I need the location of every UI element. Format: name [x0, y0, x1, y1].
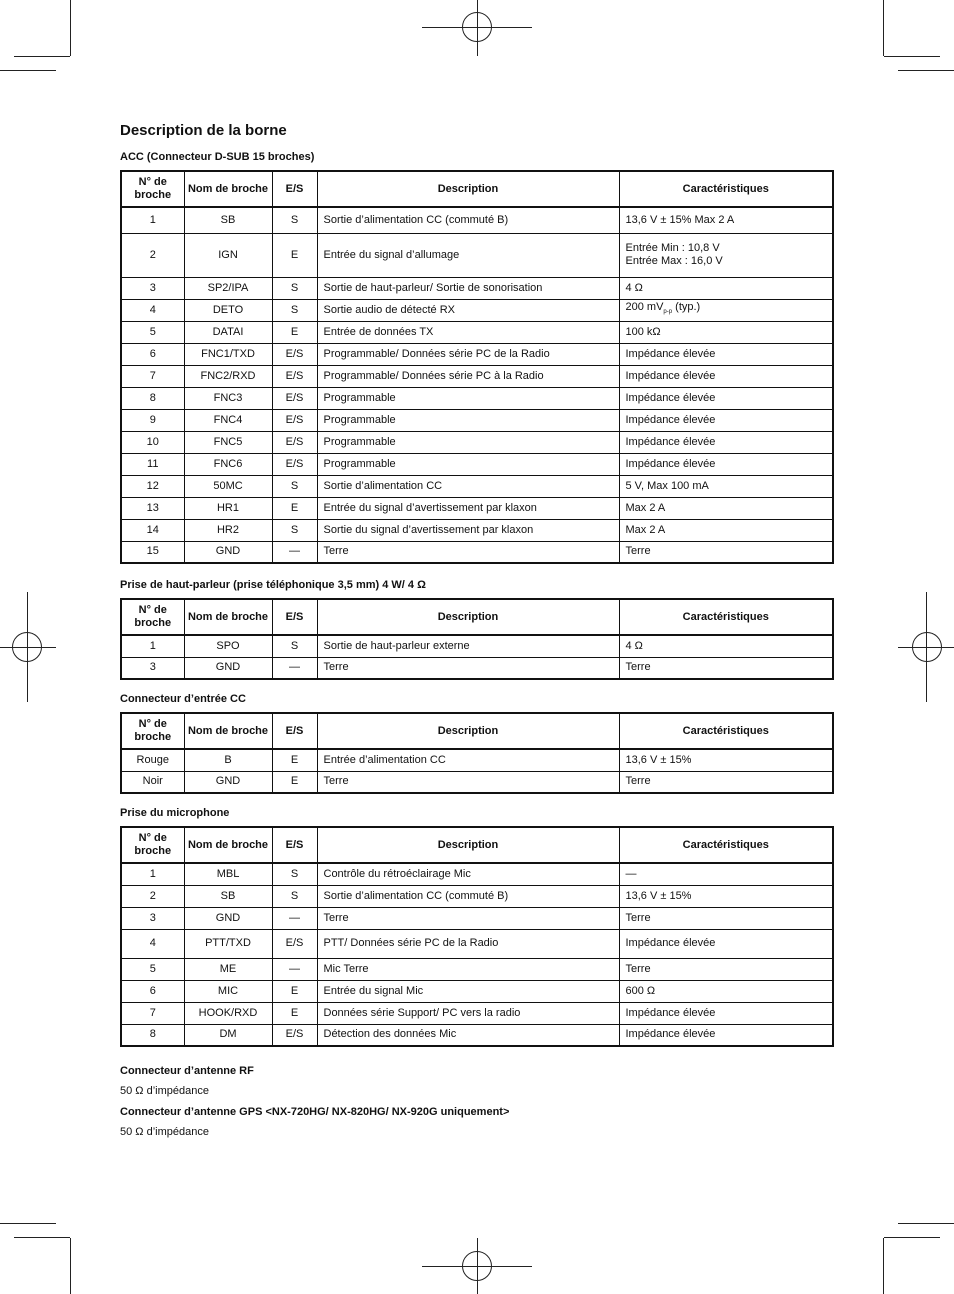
cell-pin-number: 4	[121, 929, 184, 958]
cell-pin-name: SB	[184, 207, 272, 233]
table-header-row	[121, 171, 833, 207]
cell-description: Terre	[317, 771, 619, 793]
acc-caption: ACC (Connecteur D-SUB 15 broches)	[120, 151, 315, 163]
cell-io: S	[272, 635, 317, 657]
cell-pin-name: FNC6	[184, 453, 272, 475]
table-row	[121, 409, 833, 431]
cell-description: Entrée de données TX	[317, 321, 619, 343]
cell-characteristics: 4 Ω	[619, 635, 833, 657]
cell-description: Sortie d’alimentation CC (commuté B)	[317, 885, 619, 907]
acc-table	[120, 170, 834, 564]
table-row	[121, 387, 833, 409]
header-characteristics: Caractéristiques	[619, 599, 833, 635]
cell-description: Sortie de haut-parleur externe	[317, 635, 619, 657]
cell-pin-number: 14	[121, 519, 184, 541]
table-row	[121, 321, 833, 343]
cell-characteristics: Impédance élevée	[619, 431, 833, 453]
table-row	[121, 207, 833, 233]
cell-pin-number: 1	[121, 635, 184, 657]
cell-io: S	[272, 207, 317, 233]
cell-description: Sortie de haut-parleur/ Sortie de sonorisation	[317, 277, 619, 299]
cell-characteristics: Impédance élevée	[619, 929, 833, 958]
cell-pin-number: 8	[121, 387, 184, 409]
cell-description: Entrée d’alimentation CC	[317, 749, 619, 771]
cell-pin-name: IGN	[184, 233, 272, 277]
cell-pin-number: 12	[121, 475, 184, 497]
header-characteristics: Caractéristiques	[619, 171, 833, 207]
mic-caption: Prise du microphone	[120, 807, 230, 819]
cell-io: S	[272, 299, 317, 321]
cell-characteristics: Entrée Min : 10,8 V Entrée Max : 16,0 V	[619, 233, 833, 277]
cell-pin-name: GND	[184, 541, 272, 563]
header-pin-name: Nom de broche	[184, 713, 272, 749]
cell-io: E/S	[272, 387, 317, 409]
cell-description: Programmable	[317, 431, 619, 453]
cell-characteristics: 13,6 V ± 15% Max 2 A	[619, 207, 833, 233]
cell-characteristics: Max 2 A	[619, 519, 833, 541]
cell-description: Programmable	[317, 453, 619, 475]
cell-pin-number: 9	[121, 409, 184, 431]
cell-pin-number: 15	[121, 541, 184, 563]
cell-io: S	[272, 475, 317, 497]
header-characteristics: Caractéristiques	[619, 827, 833, 863]
cell-io: —	[272, 907, 317, 929]
header-pin-number: N° de broche	[121, 171, 184, 207]
cell-pin-name: 50MC	[184, 475, 272, 497]
cell-characteristics: 5 V, Max 100 mA	[619, 475, 833, 497]
cell-io: E	[272, 233, 317, 277]
cell-description: Entrée du signal Mic	[317, 980, 619, 1002]
cell-pin-name: FNC2/RXD	[184, 365, 272, 387]
cell-description: Détection des données Mic	[317, 1024, 619, 1046]
cell-pin-number: 11	[121, 453, 184, 475]
cell-pin-number: 13	[121, 497, 184, 519]
cell-characteristics: Terre	[619, 907, 833, 929]
cell-pin-number: 5	[121, 321, 184, 343]
header-pin-name: Nom de broche	[184, 599, 272, 635]
table-row	[121, 475, 833, 497]
cell-io: E/S	[272, 929, 317, 958]
cell-pin-number: 5	[121, 958, 184, 980]
table-row	[121, 958, 833, 980]
cell-description: Terre	[317, 657, 619, 679]
cell-pin-number: 3	[121, 657, 184, 679]
cell-pin-number: 6	[121, 343, 184, 365]
cell-description: Mic Terre	[317, 958, 619, 980]
cell-characteristics: Terre	[619, 958, 833, 980]
cell-characteristics: 200 $mV_{p-p}$ (typ.)	[619, 299, 833, 321]
header-pin-name: Nom de broche	[184, 171, 272, 207]
table-header-row	[121, 713, 833, 749]
table-row	[121, 885, 833, 907]
cell-pin-number: Rouge	[121, 749, 184, 771]
table-row	[121, 431, 833, 453]
table-row	[121, 771, 833, 793]
cell-io: S	[272, 885, 317, 907]
cell-io: E/S	[272, 431, 317, 453]
cell-pin-number: 2	[121, 885, 184, 907]
cell-characteristics: 100 kΩ	[619, 321, 833, 343]
table-row	[121, 233, 833, 277]
cell-pin-name: DETO	[184, 299, 272, 321]
header-pin-number: N° de broche	[121, 713, 184, 749]
cell-io: —	[272, 958, 317, 980]
section-title: Description de la borne	[120, 122, 287, 139]
cell-io: S	[272, 277, 317, 299]
cell-description: Entrée du signal d’allumage	[317, 233, 619, 277]
table-row	[121, 907, 833, 929]
cell-characteristics: Impédance élevée	[619, 453, 833, 475]
cell-characteristics: 13,6 V ± 15%	[619, 885, 833, 907]
cell-description: Contrôle du rétroéclairage Mic	[317, 863, 619, 885]
cell-description: Programmable	[317, 409, 619, 431]
cell-pin-number: 3	[121, 907, 184, 929]
cell-description: Programmable	[317, 387, 619, 409]
table-row	[121, 497, 833, 519]
cell-description: Terre	[317, 907, 619, 929]
cell-io: E/S	[272, 365, 317, 387]
cell-pin-name: FNC1/TXD	[184, 343, 272, 365]
header-description: Description	[317, 599, 619, 635]
cell-pin-name: FNC3	[184, 387, 272, 409]
cell-pin-name: GND	[184, 907, 272, 929]
cell-characteristics: Max 2 A	[619, 497, 833, 519]
cell-io: E/S	[272, 1024, 317, 1046]
cell-pin-name: MBL	[184, 863, 272, 885]
cell-characteristics: 600 Ω	[619, 980, 833, 1002]
table-row	[121, 1024, 833, 1046]
header-pin-number: N° de broche	[121, 827, 184, 863]
cell-io: —	[272, 541, 317, 563]
header-description: Description	[317, 827, 619, 863]
cell-pin-name: GND	[184, 771, 272, 793]
cell-pin-name: ME	[184, 958, 272, 980]
speaker-caption: Prise de haut-parleur (prise téléphonique 3,5 mm) 4 W/ 4 Ω	[120, 579, 426, 591]
header-characteristics: Caractéristiques	[619, 713, 833, 749]
table-row	[121, 980, 833, 1002]
gps-caption: Connecteur d’antenne GPS <NX-720HG/ NX-820HG/ NX-920G uniquement>	[120, 1106, 510, 1118]
cell-pin-number: 2	[121, 233, 184, 277]
cell-pin-name: FNC5	[184, 431, 272, 453]
cell-pin-name: DATAI	[184, 321, 272, 343]
table-header-row	[121, 827, 833, 863]
cell-description: Sortie du signal d’avertissement par klaxon	[317, 519, 619, 541]
mic-table	[120, 826, 834, 1047]
header-io: E/S	[272, 171, 317, 207]
header-description: Description	[317, 713, 619, 749]
cell-io: E	[272, 1002, 317, 1024]
cell-characteristics: Impédance élevée	[619, 1024, 833, 1046]
cell-pin-number: 7	[121, 1002, 184, 1024]
cell-characteristics: Impédance élevée	[619, 365, 833, 387]
cell-characteristics: —	[619, 863, 833, 885]
cell-io: S	[272, 519, 317, 541]
gps-text: 50 Ω d’impédance	[120, 1126, 209, 1138]
cell-description: Entrée du signal d’avertissement par klaxon	[317, 497, 619, 519]
cell-pin-name: HR2	[184, 519, 272, 541]
cell-pin-name: DM	[184, 1024, 272, 1046]
dc-caption: Connecteur d’entrée CC	[120, 693, 246, 705]
cell-pin-name: PTT/TXD	[184, 929, 272, 958]
cell-characteristics: 13,6 V ± 15%	[619, 749, 833, 771]
cell-pin-name: SB	[184, 885, 272, 907]
cell-pin-number: 10	[121, 431, 184, 453]
cell-pin-name: B	[184, 749, 272, 771]
cell-description: Sortie audio de détecté RX	[317, 299, 619, 321]
cell-pin-number: 7	[121, 365, 184, 387]
cell-io: E	[272, 749, 317, 771]
cell-io: E	[272, 497, 317, 519]
table-row	[121, 365, 833, 387]
table-row	[121, 657, 833, 679]
rf-text: 50 Ω d’impédance	[120, 1085, 209, 1097]
cell-characteristics: Terre	[619, 771, 833, 793]
cell-pin-name: GND	[184, 657, 272, 679]
header-pin-number: N° de broche	[121, 599, 184, 635]
table-row	[121, 929, 833, 958]
header-pin-name: Nom de broche	[184, 827, 272, 863]
table-row	[121, 277, 833, 299]
cell-io: E/S	[272, 453, 317, 475]
cell-io: E	[272, 771, 317, 793]
cell-io: E/S	[272, 409, 317, 431]
cell-description: Sortie d’alimentation CC (commuté B)	[317, 207, 619, 233]
cell-io: E	[272, 980, 317, 1002]
cell-pin-name: SPO	[184, 635, 272, 657]
cell-characteristics: 4 Ω	[619, 277, 833, 299]
table-row	[121, 299, 833, 321]
rf-caption: Connecteur d’antenne RF	[120, 1065, 254, 1077]
cell-pin-number: 1	[121, 207, 184, 233]
table-row	[121, 749, 833, 771]
cell-pin-name: SP2/IPA	[184, 277, 272, 299]
header-io: E/S	[272, 713, 317, 749]
cell-description: Programmable/ Données série PC de la Radio	[317, 343, 619, 365]
cell-description: Sortie d’alimentation CC	[317, 475, 619, 497]
cell-pin-name: MIC	[184, 980, 272, 1002]
cell-characteristics: Impédance élevée	[619, 387, 833, 409]
cell-pin-number: 1	[121, 863, 184, 885]
table-row	[121, 343, 833, 365]
table-row	[121, 635, 833, 657]
cell-characteristics: Impédance élevée	[619, 409, 833, 431]
cell-description: Programmable/ Données série PC à la Radio	[317, 365, 619, 387]
speaker-table	[120, 598, 834, 680]
header-io: E/S	[272, 599, 317, 635]
cell-pin-number: 4	[121, 299, 184, 321]
header-io: E/S	[272, 827, 317, 863]
table-row	[121, 541, 833, 563]
cell-pin-number: Noir	[121, 771, 184, 793]
dc-table	[120, 712, 834, 794]
header-description: Description	[317, 171, 619, 207]
cell-pin-number: 8	[121, 1024, 184, 1046]
cell-characteristics: Impédance élevée	[619, 343, 833, 365]
cell-characteristics: Terre	[619, 541, 833, 563]
cell-characteristics: Impédance élevée	[619, 1002, 833, 1024]
table-row	[121, 863, 833, 885]
cell-description: Données série Support/ PC vers la radio	[317, 1002, 619, 1024]
cell-io: E/S	[272, 343, 317, 365]
cell-pin-number: 6	[121, 980, 184, 1002]
cell-io: S	[272, 863, 317, 885]
cell-pin-name: FNC4	[184, 409, 272, 431]
cell-pin-name: HR1	[184, 497, 272, 519]
cell-description: Terre	[317, 541, 619, 563]
table-row	[121, 1002, 833, 1024]
cell-pin-name: HOOK/RXD	[184, 1002, 272, 1024]
cell-io: —	[272, 657, 317, 679]
table-row	[121, 519, 833, 541]
cell-description: PTT/ Données série PC de la Radio	[317, 929, 619, 958]
table-row	[121, 453, 833, 475]
cell-pin-number: 3	[121, 277, 184, 299]
cell-io: E	[272, 321, 317, 343]
cell-characteristics: Terre	[619, 657, 833, 679]
table-header-row	[121, 599, 833, 635]
